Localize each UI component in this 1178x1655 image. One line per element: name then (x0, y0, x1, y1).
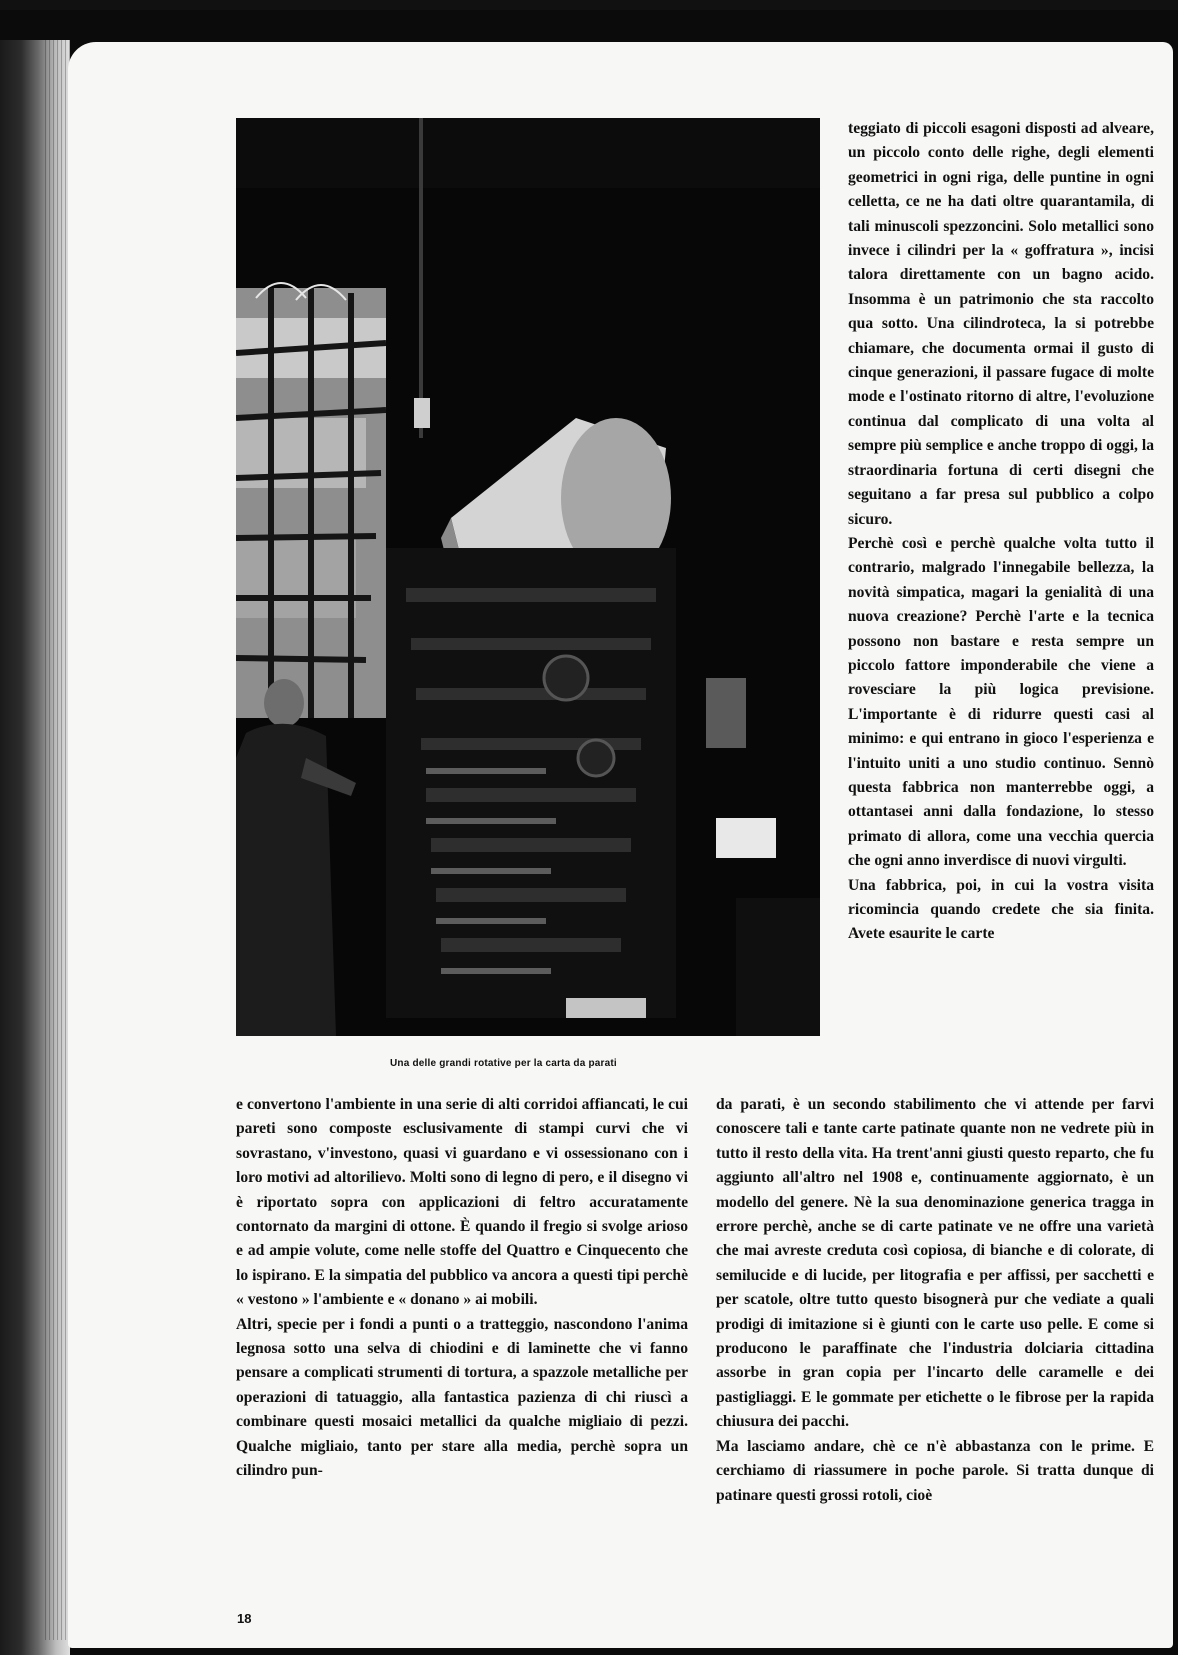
paragraph: Una fabbrica, poi, in cui la vostra visita ricomincia quando credete che sia finita. Avete esaurite le carte (848, 876, 1154, 943)
rotary-press-illustration (236, 118, 820, 1036)
paragraph: teggiato di piccoli esagoni disposti ad alveare, un piccolo conto delle righe, degli elementi geometrici in ogni riga, delle puntine in ogni celletta, ce ne ha dati oltre quarantamila, di tali minuscoli spezzoncini. Solo metallici sono invece i cilindri per la « goffratura », incisi talora direttamente con un bagno acido. Insomma è un patrimonio che sta raccolto qua sotto. Una cilindroteca, la si potrebbe chiamare, che documenta ormai il gusto di cinque generazioni, il passare fugace di molte mode e l'ostinato ritorno di altre, l'evoluzione continua dal complicato di una volta al sempre più semplice e anche troppo di oggi, la straordinaria fortuna di certi disegni che seguitano a far presa sul pubblico a colpo sicuro. (848, 120, 1154, 528)
rotary-press-photo (236, 118, 820, 1036)
paragraph: Ma lasciamo andare, chè ce n'è abbastanza con le prime. E cerchiamo di riassumere in poche parole. Si tratta dunque di patinare questi grossi rotoli, cioè (716, 1437, 1154, 1504)
page-number: 18 (237, 1611, 252, 1626)
text-column-right-bottom (716, 1093, 1154, 1508)
text-column-right-top (848, 117, 1154, 947)
press-body (386, 548, 676, 1018)
scan-top-edge (0, 0, 1178, 10)
text-column-left (236, 1093, 688, 1484)
paragraph: e convertono l'ambiente in una serie di alti corridoi affiancati, le cui pareti sono composte esclusivamente di stampi curvi che vi sovrastano, v'investono, quasi vi guardano e vi ossessionano con i loro motivi ad altorilievo. Molti sono di legno di pero, e il disegno vi è riportato sopra con applicazioni di feltro accuratamente contornato da margini di ottone. È quando il fregio si svolge arioso e ad ampie volute, come nelle stoffe del Quattro e Cinquecento che lo ispirano. E la simpatia del pubblico va ancora a questi tipi perchè « vestono » l'ambiente e « donano » ai mobili. (236, 1096, 688, 1309)
paragraph: Perchè così e perchè qualche volta tutto il contrario, malgrado l'innegabile bellezza, la novità simpatica, magari la genialità di una nuova creazione? Perchè l'arte e la tecnica possono non bastare e resta sempre un piccolo fattore imponderabile che viene a rovesciare la più logica previsione. L'importante è di ridurre questi casi al minimo: e qui entrano in gioco l'esperienza e l'intuito uniti a uno studio continuo. Sennò questa fabbrica non manterrebbe oggi, a ottantasei anni dalla fondazione, lo stesso primato di allora, come una vecchia quercia che ogni anno inverdisce di nuovi virgulti. (848, 534, 1154, 870)
paragraph: da parati, è un secondo stabilimento che vi attende per farvi conoscere tali e tante carte patinate quante non ne vedrete più in tutto il resto della vita. Ha trent'anni giusti questo reparto, che fu aggiunto all'altro nel 1908 e, continuamente aggiornato, è un modello del genere. Nè la sua denominazione generica tragga in errore perchè, anche se di carte patinate ve ne offre una varietà che mai avreste creduta così copiosa, di bianche e di colorate, di semilucide e di lucide, per litografia e per affissi, per sacchetti e per scatole, oltre tutto questo bisognerà pur che vediate a quali prodigi di imitazione si è giunti con le carte uso pelle. E come si producono le paraffinate che l'industria dolciaria cittadina assorbe in gran copia per l'incarto delle caramelle e dei pastigliaggi. E le gommate per etichette o le fibrose per la rapida chiusura dei pacchi. (716, 1096, 1154, 1431)
factory-window (236, 283, 386, 718)
photo-caption: Una delle grandi rotative per la carta da parati (390, 1058, 617, 1069)
paragraph: Altri, specie per i fondi a punti o a tratteggio, nascondono l'anima legnosa sotto una selva di chiodini e di laminette che vi fanno pensare a complicati strumenti di tortura, a spazzole metalliche per operazioni di tatuaggio, alla fantastica pazienza di chi riuscì a combinare questi mosaici metallici da qualche migliaio di pezzi. Qualche migliaio, tanto per stare alla media, perchè sopra un cilindro pun- (236, 1315, 688, 1480)
